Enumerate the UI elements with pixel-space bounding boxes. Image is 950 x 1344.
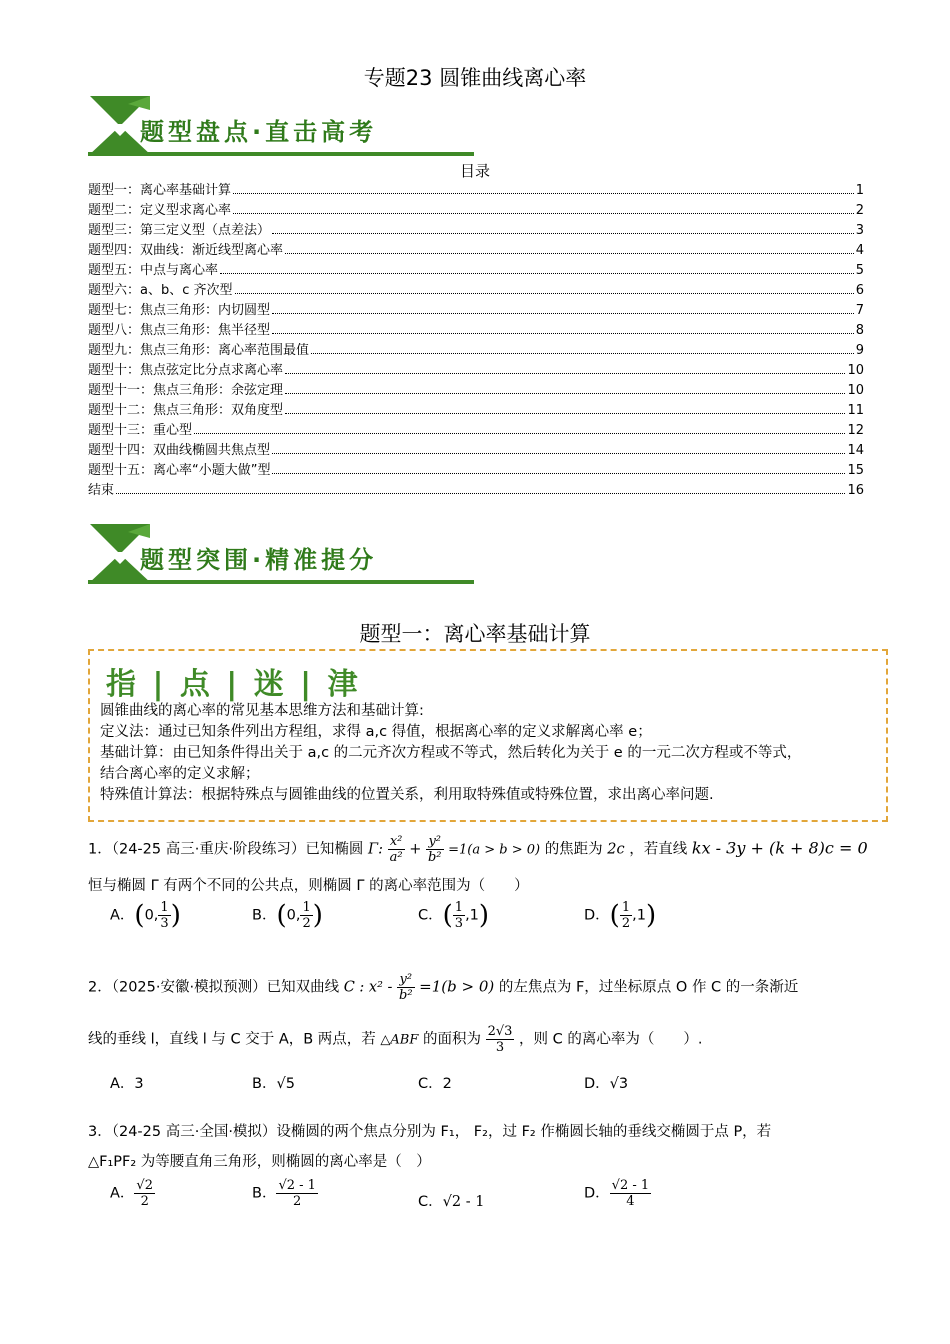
- toc-dot-leader: [272, 313, 854, 314]
- page-title: 专题23 圆锥曲线离心率: [363, 66, 587, 90]
- toc-entry-label: 题型十：焦点弦定比分点求离心率: [88, 363, 284, 378]
- toc-entry-page: 8: [855, 323, 864, 338]
- q2-line2a: 线的垂线 l，直线 l 与 C 交于 A，B 两点，若: [88, 1031, 376, 1048]
- tip-line: 基础计算：由已知条件得出关于 a,c 的二元齐次方程或不等式，然后转化为关于 e 的一元二次方程或不等式，: [100, 745, 802, 761]
- toc-entry-label: 题型五：中点与离心率: [88, 263, 219, 278]
- toc-entry-label: 题型十四：双曲线椭圆共焦点型: [88, 443, 271, 458]
- q2-tri: △ABF: [380, 1032, 419, 1048]
- toc-dot-leader: [272, 233, 854, 234]
- q1-prefix: 1．（24-25 高三·重庆·阶段练习）已知椭圆: [88, 841, 364, 858]
- banner-breakthrough: [88, 522, 474, 586]
- toc-entry-page: 14: [847, 443, 864, 458]
- q1-frac-x: $\frac{\text{x²}}{\text{a²}}$: [389, 834, 403, 865]
- table-of-contents: [88, 181, 864, 501]
- toc-entry-page: 2: [855, 203, 864, 218]
- toc-entry-page: 3: [855, 223, 864, 238]
- toc-entry-label: 题型十二：焦点三角形：双角度型: [88, 403, 284, 418]
- toc-entry-page: 9: [855, 343, 864, 358]
- toc-dot-leader: [233, 213, 854, 214]
- tip-line: 圆锥曲线的离心率的常见基本思维方法和基础计算:: [100, 703, 424, 719]
- tip-lines: [100, 701, 880, 806]
- toc-entry[interactable]: [88, 221, 864, 241]
- question-3: [88, 1118, 868, 1228]
- tip-box: [88, 649, 888, 822]
- toc-entry-label: 题型八：焦点三角形：焦半径型: [88, 323, 271, 338]
- toc-entry-page: 1: [855, 183, 864, 198]
- toc-dot-leader: [272, 333, 854, 334]
- q2-option-b[interactable]: B．√5: [252, 1076, 295, 1092]
- q3-option-b[interactable]: B． $\frac{√2 - 1}{2}$: [252, 1178, 316, 1209]
- q2-area: $\frac{2√3}{3}$: [487, 1024, 513, 1055]
- toc-dot-leader: [116, 493, 845, 494]
- q2-option-d[interactable]: D．√3: [584, 1076, 629, 1092]
- tip-line: 结合离心率的定义求解；: [100, 766, 260, 782]
- toc-entry-label: 题型十三：重心型: [88, 423, 193, 438]
- q3-line1: 3．（24-25 高三·全国·模拟）设椭圆的两个焦点分别为 F₁， F₂，过 F₂ 作椭圆长轴的垂线交椭圆于点 P，若: [88, 1124, 772, 1140]
- q1-line2: 恒与椭圆 Γ 有两个不同的公共点，则椭圆 Γ 的离心率范围为（ ）: [88, 878, 529, 894]
- q1-focal: 2c: [607, 841, 625, 858]
- question-1: 1．（24-25 高三·重庆·阶段练习）已知椭圆 Γ: $\frac{\text{x²}}{\text{a²}}$ + $\frac{\text{y²}}{\text{b²}}$ =1(a > b > 0) 的焦距为 2c ，若直线 kx - 3y + (k + 8)c = 0 恒与椭圆 Γ 有两个不同的公共点，则椭圆 Γ 的离心率范围为（ ） A．(0, $\frac{1}{3}$ ) B．(0, $\frac{1}{2}$ ) C．( $\frac{1}{3}$ ,1) D．( $\frac{1}{2}$ ,1): [88, 834, 868, 931]
- toc-dot-leader: [311, 353, 854, 354]
- toc-entry[interactable]: [88, 481, 864, 501]
- toc-entry[interactable]: [88, 261, 864, 281]
- toc-dot-leader: [194, 433, 845, 434]
- q3-option-a[interactable]: A． $\frac{√2}{2}$: [110, 1178, 153, 1209]
- q2-option-c[interactable]: C．2: [418, 1076, 452, 1092]
- toc-entry-page: 10: [847, 383, 864, 398]
- toc-dot-leader: [285, 253, 854, 254]
- toc-entry-page: 4: [855, 243, 864, 258]
- toc-dot-leader: [272, 453, 845, 454]
- q1-option-b[interactable]: B．(0, $\frac{1}{2}$ ): [252, 900, 323, 931]
- tip-heading: 指 | 点 | 迷 | 津: [106, 667, 361, 702]
- toc-dot-leader: [285, 373, 845, 374]
- toc-entry-page: 6: [855, 283, 864, 298]
- toc-entry-page: 7: [855, 303, 864, 318]
- toc-entry[interactable]: [88, 421, 864, 441]
- q2-line2b: 的面积为: [423, 1031, 481, 1048]
- q2-line2c: ，则 C 的离心率为（ ）.: [519, 1031, 703, 1048]
- q2-rest: 的左焦点为 F，过坐标原点 O 作 C 的一条渐近: [498, 979, 799, 996]
- toc-entry-page: 12: [847, 423, 864, 438]
- toc-entry-label: 题型六：a、b、c 齐次型: [88, 283, 233, 298]
- toc-entry[interactable]: [88, 401, 864, 421]
- toc-entry-label: 题型三：第三定义型（点差法）: [88, 223, 271, 238]
- toc-entry-label: 题型九：焦点三角形：离心率范围最值: [88, 343, 310, 358]
- toc-dot-leader: [235, 293, 854, 294]
- q1-frac-y: $\frac{\text{y²}}{\text{b²}}$: [427, 834, 442, 865]
- toc-entry[interactable]: [88, 181, 864, 201]
- q1-option-d[interactable]: D．( $\frac{1}{2}$ ,1): [584, 900, 657, 931]
- toc-entry-label: 题型十五：离心率“小题大做”型: [88, 463, 271, 478]
- toc-entry-label: 题型四：双曲线：渐近线型离心率: [88, 243, 284, 258]
- toc-entry-page: 15: [847, 463, 864, 478]
- q3-line2: △F₁PF₂ 为等腰直角三角形，则椭圆的离心率是（ ）: [88, 1154, 431, 1170]
- q2-frac: $\frac{\text{y²}}{\text{b²}}$: [399, 972, 413, 1003]
- q2-prefix: 2．（2025·安徽·模拟预测）已知双曲线: [88, 979, 340, 996]
- question-2: [88, 968, 868, 1098]
- q1-mid: 的焦距为: [544, 841, 603, 858]
- toc-entry[interactable]: [88, 341, 864, 361]
- q1-option-a[interactable]: A．(0, $\frac{1}{3}$ ): [110, 900, 181, 931]
- q3-option-d[interactable]: D． $\frac{√2 - 1}{4}$: [584, 1178, 650, 1209]
- toc-entry[interactable]: [88, 241, 864, 261]
- toc-entry-page: 11: [847, 403, 864, 418]
- q2-eq2: =1(b > 0): [419, 977, 495, 996]
- toc-entry[interactable]: [88, 381, 864, 401]
- q1-option-c[interactable]: C．( $\frac{1}{3}$ ,1): [418, 900, 490, 931]
- toc-dot-leader: [285, 413, 845, 414]
- toc-entry[interactable]: [88, 441, 864, 461]
- q1-line: kx - 3y + (k + 8)c = 0: [691, 838, 868, 858]
- banner-overview-text: 题型盘点·直击高考: [140, 118, 378, 146]
- toc-dot-leader: [220, 273, 854, 274]
- section-title: 题型一：离心率基础计算: [359, 622, 591, 646]
- toc-entry-label: 结束: [88, 483, 115, 498]
- banner-breakthrough-text: 题型突围·精准提分: [140, 546, 378, 574]
- toc-entry[interactable]: [88, 201, 864, 221]
- q2-eq: C : x² -: [343, 979, 393, 996]
- toc-entry-label: 题型十一：焦点三角形：余弦定理: [88, 383, 284, 398]
- toc-entry-label: 题型二：定义型求离心率: [88, 203, 232, 218]
- toc-entry-label: 题型七：焦点三角形：内切圆型: [88, 303, 271, 318]
- q1-mid2: ，若直线: [629, 841, 688, 858]
- toc-entry[interactable]: [88, 301, 864, 321]
- q2-option-a[interactable]: A．3: [110, 1076, 144, 1092]
- toc-heading: 目录: [459, 162, 490, 180]
- toc-entry[interactable]: [88, 321, 864, 341]
- toc-entry[interactable]: [88, 361, 864, 381]
- toc-dot-leader: [285, 393, 845, 394]
- toc-dot-leader: [272, 473, 845, 474]
- toc-dot-leader: [233, 193, 854, 194]
- toc-entry-label: 题型一：离心率基础计算: [88, 183, 232, 198]
- q1-cond: =1(a > b > 0): [448, 842, 541, 858]
- banner-overview: [88, 94, 474, 158]
- toc-entry-page: 10: [847, 363, 864, 378]
- toc-entry-page: 16: [847, 483, 864, 498]
- q3-option-c[interactable]: C．√2 - 1: [418, 1194, 485, 1210]
- tip-line: 特殊值计算法：根据特殊点与圆锥曲线的位置关系，利用取特殊值或特殊位置，求出离心率问题.: [100, 787, 714, 803]
- q1-ellipse: Γ:: [368, 841, 383, 858]
- tip-line: 定义法：通过已知条件列出方程组，求得 a,c 得值，根据离心率的定义求解离心率 e；: [100, 724, 652, 740]
- toc-entry[interactable]: [88, 281, 864, 301]
- toc-entry-page: 5: [855, 263, 864, 278]
- toc-entry[interactable]: [88, 461, 864, 481]
